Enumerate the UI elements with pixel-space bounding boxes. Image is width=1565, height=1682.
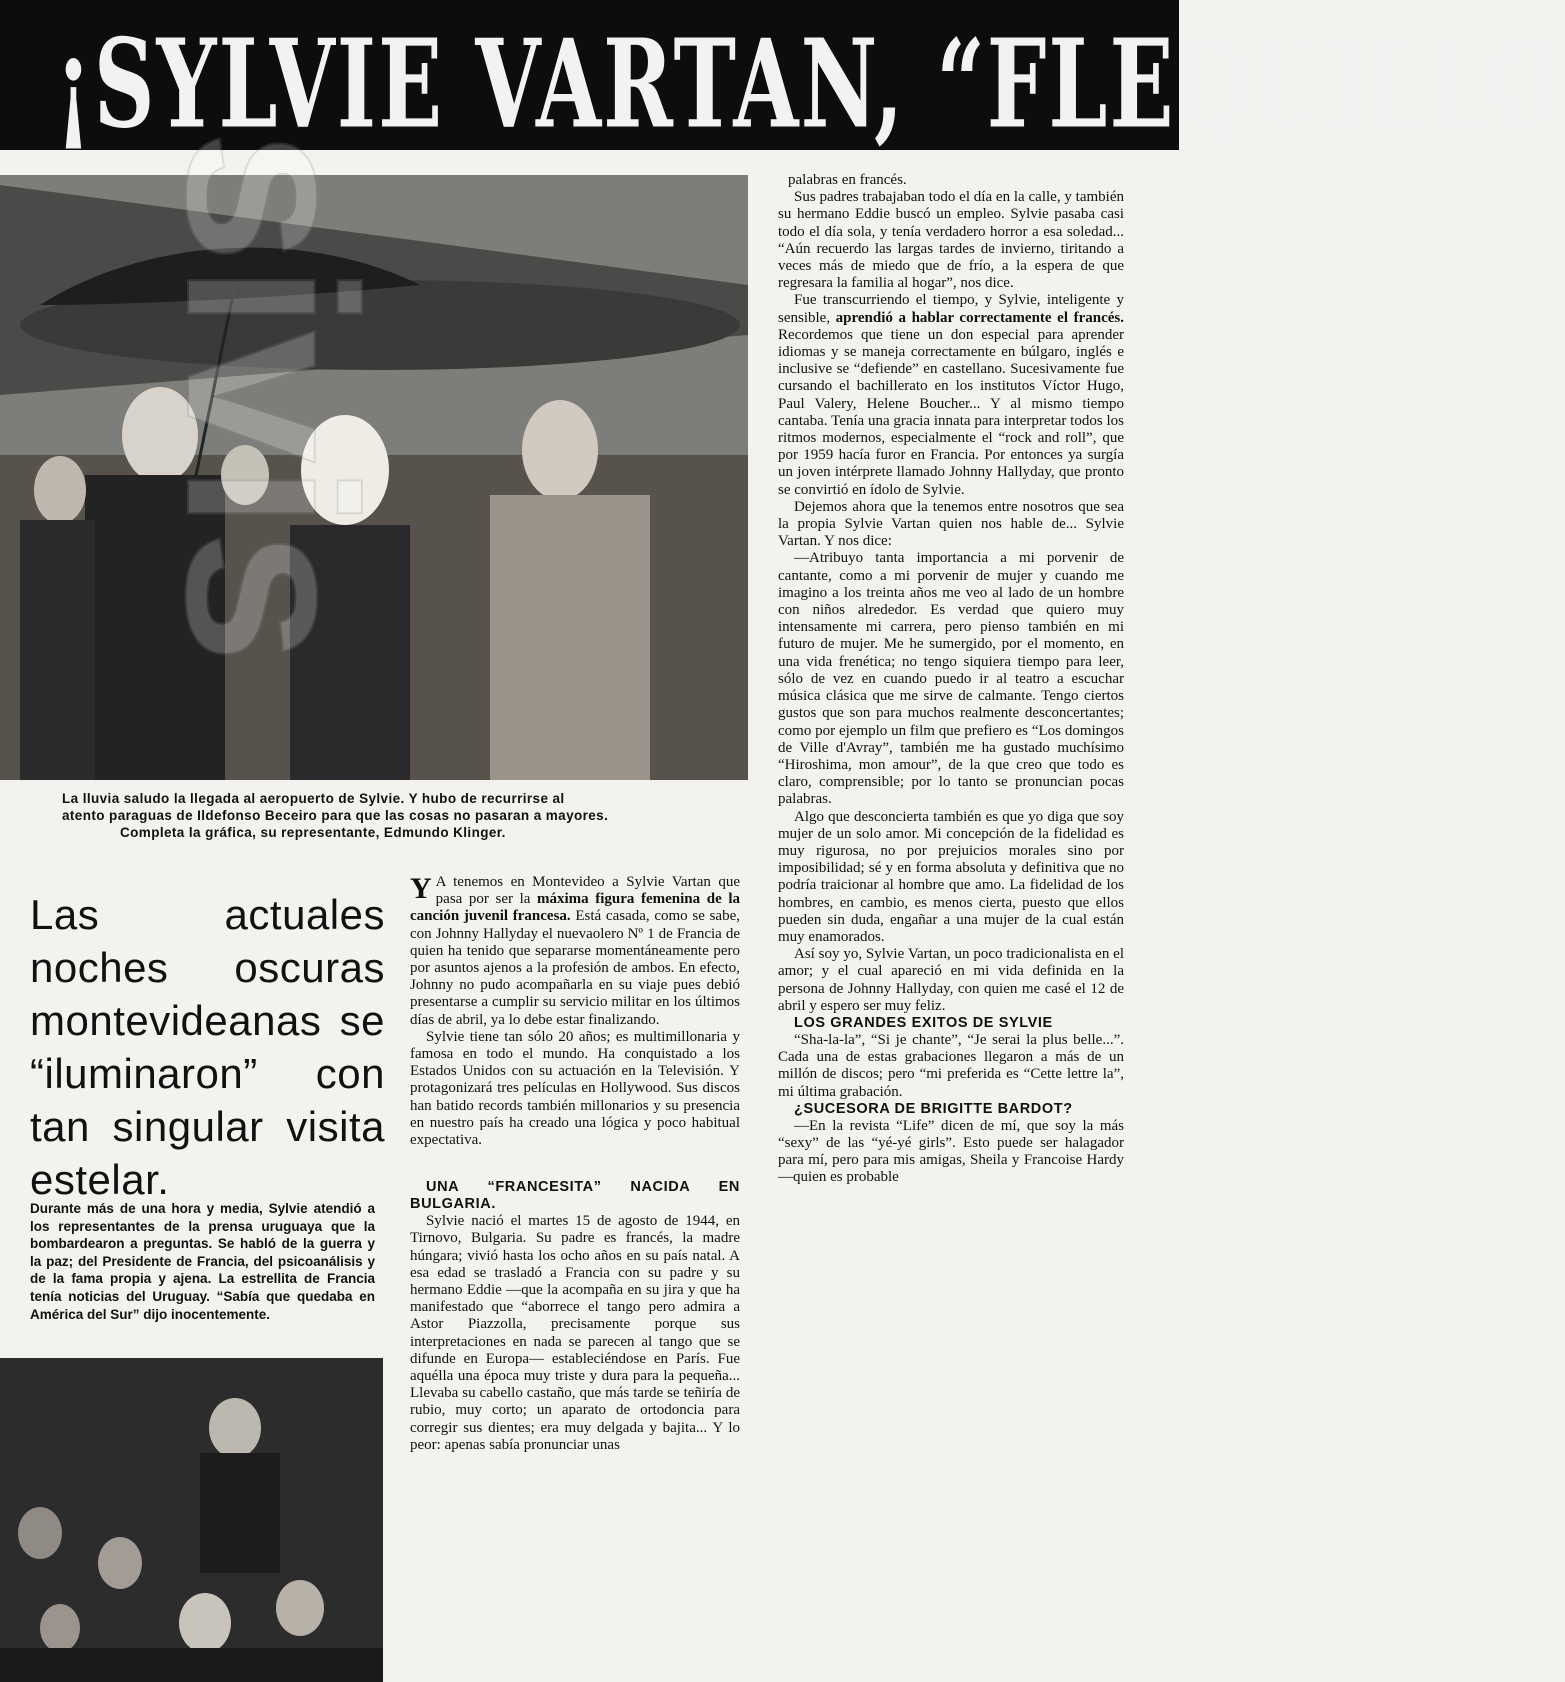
subhead-hits: LOS GRANDES EXITOS DE SYLVIE (794, 1014, 1053, 1031)
paragraph-intro-quote: Dejemos ahora que la tenemos entre nosotros que sea la propia Sylvie Vartan quien nos hable de... Sylvie Vartan. Y nos dice: (778, 498, 1124, 550)
caption-line-3: Completa la gráfica, su representante, Edmundo Klinger. (120, 825, 506, 840)
paragraph-hits: “Sha-la-la”, “Si je chante”, “Je serai la plus belle...”. Cada una de estas grabaciones llegaron a más de un millón de discos; pero “mi preferida es “Cette lettre la”, mi última grabación. (778, 1031, 1124, 1100)
press-conference-photo (0, 1358, 383, 1682)
watermark-text: sivis (137, 130, 405, 664)
drop-cap: Y (410, 872, 432, 905)
paragraph-quote-career: —Atribuyo tanta importancia a mi porvenir de cantante, como a mi porvenir de mujer y cuando me imagino a los treinta años me veo al lado de un hombre con niños alrededor. Es verdad que quiero muy intensamente mi carrera, pero pienso también en mi futuro de mujer. Me he sumergido, por el momento, en una vida frenética; no tengo siquiera tiempo para leer, sólo de vez en cuando puedo ir al teatro a escuchar música clásica que me sirve de calmante. Tengo ciertos gustos que son para muchos realmente desconcertantes; como por ejemplo un film que prefiero es “Los domingos de Ville d'Avray”, también me ha gustado muchísimo “Hiroshima, mon amour”, de la que creo que todo es claro, comprensible; por lo tanto se pronuncian pocas palabras. (778, 550, 1124, 808)
paragraph-quote-marriage: Así soy yo, Sylvie Vartan, un poco tradicionalista en el amor; y el cual apareció en mi vida definida en la persona de Johnny Hallyday, con quien me casé el 12 de abril y espero ser muy feliz. (778, 946, 1124, 1014)
paragraph-age: Sylvie tiene tan sólo 20 años; es multimillonaria y famosa en todo el mundo. Ha conquistado a los Estados Unidos con su actuación en la Televisión. Y protagonizará tres películas en Hollywood. Sus discos han batido records también millonarios y su presencia en nuestro país ha creado una lógica y poco habitual expectativa. (410, 1028, 740, 1149)
article-column-right (778, 172, 1124, 1187)
airport-photo-illustration (0, 175, 748, 780)
press-conference-illustration (0, 1358, 383, 1682)
subhead-bardot: ¿SUCESORA DE BRIGITTE BARDOT? (794, 1100, 1073, 1117)
paragraph-continued: palabras en francés. (788, 172, 907, 188)
subhead-bulgaria: UNA “FRANCESITA” NACIDA EN BULGARIA. (410, 1179, 740, 1213)
lede-paragraph: Durante más de una hora y media, Sylvie atendió a los representantes de la prensa uruguaya que la bombardearon a preguntas. Se habló de la guerra y la paz; del Presidente de Francia, del psicoanálisis y de la fama propia y ajena. La estrellita de Francia tenía noticias del Uruguay. “Sabía que quedaba en América del Sur” dijo inocentemente. (30, 1201, 375, 1322)
airport-photo (0, 175, 748, 780)
paragraph-quote-fidelity: Algo que desconcierta también es que yo diga que soy mujer de un solo amor. Mi concepción de la fidelidad es muy rigurosa, no por prejuicios morales sino por imposibilidad; sé y en forma absoluta y definitiva que no podría traicionar al hombre que amo. La fidelidad de los hombres, en cambio, es menos cierta, puesto que ellos pueden sin duda, engañar a una mujer de la cual están muy enamorados. (778, 808, 1124, 945)
paragraph-birth: Sylvie nació el martes 15 de agosto de 1944, en Tirnovo, Bulgaria. Su padre es francés, la madre húngara; vivió hasta los ocho años en su país natal. A esa edad se trasladó a Francia con su padre y su hermano Eddie —que la acompaña en su jira y que ha manifestado que “aborrece el tango pero admira a Astor Piazzolla, precisamente porque sus interpretaciones en nada se parecen al tango que se difunde en Europa— estableciéndose en París. Fue aquélla una época muy triste y dura para la pequeña... Llevaba su cabello castaño, que más tarde se teñiría de rubio, muy corto; un aparato de ortodoncia para corregir sus dientes; era muy delgada y bajita... Y lo peor: apenas sabía pronunciar unas (410, 1213, 740, 1453)
article-column-middle (410, 874, 740, 1454)
paragraph-languages: Fue transcurriendo el tiempo, y Sylvie, inteligente y sensible, aprendió a hablar correctamente el francés. Recordemos que tiene un don especial para aprender idiomas y se maneja correctamente en búlgaro, inglés e inclusive se “defiende” en castellano. Sucesivamente fue cursando el bachillerato en los institutos Víctor Hugo, Paul Valery, Helene Boucher... Y al mismo tiempo cantaba. Tenía una gracia innata para interpretar todos los ritmos modernos, especialmente el “rock and roll”, que por 1959 hacía furor en Francia. Por entonces ya surgía un joven intérprete llamado Johnny Hallyday, que pronto se convirtió en ídolo de Sylvie. (778, 292, 1124, 498)
article-title: ¡SYLVIE VARTAN, “FLEQUILLO (55, 12, 1565, 156)
deck-headline: Las actuales noches oscuras montevideanas se “iluminaron” con tan singular visita estelar. (30, 891, 385, 1203)
title-banner (0, 0, 1565, 156)
paragraph-intro: Y A tenemos en Montevideo a Sylvie Vartan que pasa por ser la máxima figura femenina de la canción juvenil francesa. Está casada, como se sabe, con Johnny Hallyday el nuevaolero Nº 1 de Francia de quien ha tenido que separarse momentáneamente pero por asuntos ajenos a la profesión de ambos. En efecto, Johnny no pudo acompañarla en su viaje pues debió presentarse a cumplir su servicio militar en los últimos días de abril, ya lo debe estar finalizando. (410, 872, 740, 1028)
paragraph-life: —En la revista “Life” dicen de mí, que soy la más “sexy” de las “yé-yé girls”. Esto puede ser halagador para mí, pero para mis amigas, Sheila y Francoise Hardy —quien es probable (778, 1117, 1124, 1186)
caption-line-1: La lluvia saludo la llegada al aeropuerto de Sylvie. Y hubo de recurrirse al (62, 791, 565, 806)
paragraph-parents: Sus padres trabajaban todo el día en la calle, y también su hermano Eddie buscó un empleo. Sylvie pasaba casi todo el día sola, y tenía verdadero horror a esa soledad... “Aún recuerdo las largas tardes de invierno, tiritando a veces más de miedo que de frío, a la espera de que regresara la familia al hogar”, nos dice. (778, 189, 1124, 292)
caption-line-2: atento paraguas de Ildefonso Beceiro para que las cosas no pasaran a mayores. (62, 808, 609, 823)
photo-caption (62, 790, 742, 841)
